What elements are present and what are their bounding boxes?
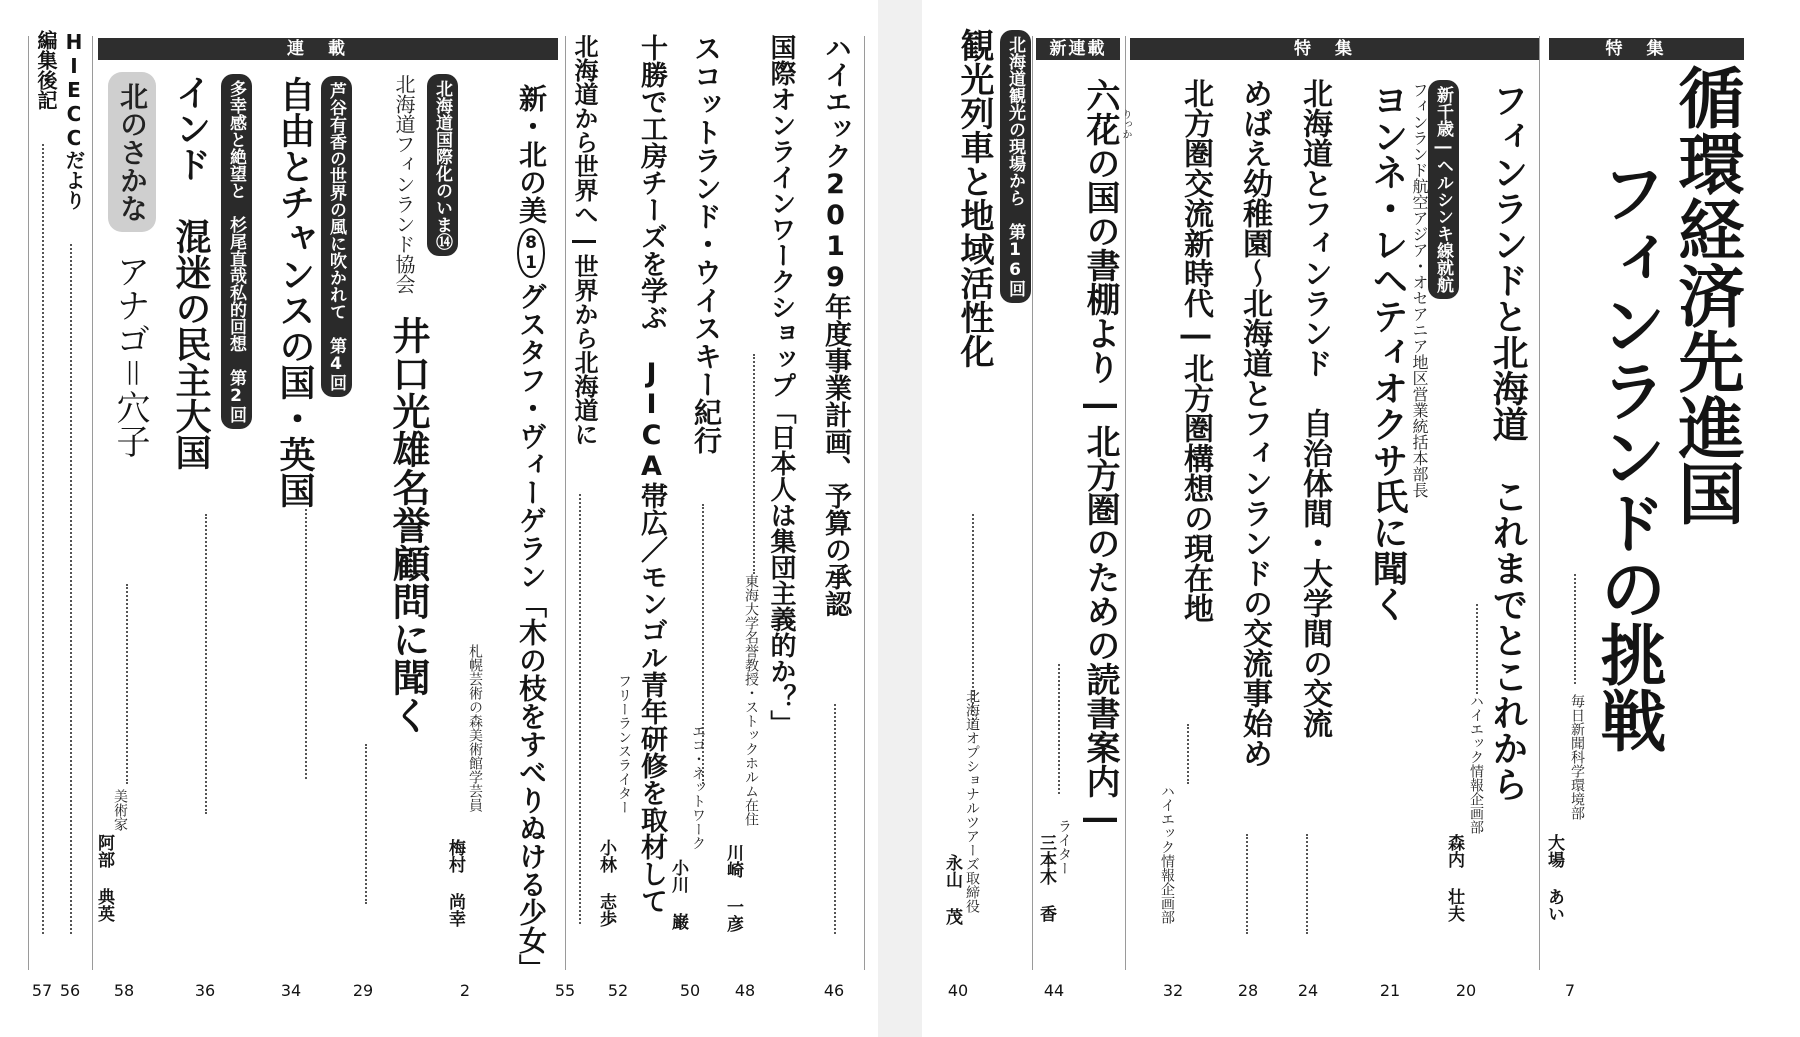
author-aff: ハイエック情報企画部 (1468, 694, 1484, 834)
title-part-b: グスタフ・ヴィーゲラン「木の枝をすべりぬける少女」 (515, 282, 548, 982)
page-number: 46 (823, 981, 845, 1000)
leader-dots (365, 744, 367, 904)
article-kita-no-sakana[interactable] (94, 64, 163, 1000)
article-title: 井口光雄名誉顧問に聞く (386, 316, 430, 734)
author-name: 森内 壮夫 (1444, 834, 1464, 922)
author-name: 小川 巌 (668, 859, 688, 930)
series-pill: 北海道観光の現場から 第16回 (1000, 30, 1031, 303)
leader-dots (834, 704, 836, 934)
article-title: 北方圏交流新時代―北方圏構想の現在地 (1178, 78, 1213, 623)
series-pill: 北のさかな (108, 72, 156, 232)
series-pill: 新千歳―ヘルシンキ線就航 (1428, 80, 1459, 299)
article-online-workshop[interactable] (723, 34, 805, 1000)
article-title: 国際オンラインワークショップ「日本人は集団主義的か？」 (766, 34, 796, 736)
author-aff: 東海大学名誉教授・ストックホルム在住 (743, 574, 759, 826)
feature-author-aff: 毎日新聞科学環境部 (1569, 694, 1585, 820)
series-pill: 多幸感と絶望と 杉尾直哉私的回想 第2回 (221, 74, 252, 429)
page-number: 48 (734, 981, 756, 1000)
page-number: 36 (194, 981, 216, 1000)
author-aff: ハイエック情報企画部 (1159, 784, 1175, 924)
page-gutter (878, 0, 922, 1037)
page-number: 50 (679, 981, 701, 1000)
author-name: 梅村 尚幸 (445, 839, 465, 927)
feature-title-line1: 循環経済先進国 (1667, 64, 1744, 526)
subtitle: 北海道フィンランド協会 (392, 74, 416, 294)
page-number: 57 (31, 981, 53, 1000)
leader-dots (1306, 834, 1308, 934)
ruby-text: りっか (1120, 109, 1131, 139)
article-title: 編集後記 (34, 30, 58, 110)
leader-dots (753, 354, 755, 574)
divider (92, 36, 93, 970)
author-aff: ライター (1056, 819, 1072, 875)
series-pill: 北海道国際化のいま⑭ (427, 74, 458, 256)
author-name: 阿部 典英 (94, 834, 114, 922)
leader-dots (205, 514, 207, 814)
title-part-a: 新・北の美 (515, 84, 548, 224)
series-pill: 芦谷有香の世界の風に吹かれて 第4回 (321, 76, 352, 397)
author-name: 三本木 香 (1036, 834, 1056, 922)
header-tokushu: 特集 (1130, 38, 1540, 60)
article-title: フィンランドと北海道 これまでとこれから (1487, 82, 1528, 802)
article-title: 自由とチャンスの国・英国 (274, 76, 315, 508)
header-shinrensai: 新連載 (1036, 38, 1120, 60)
article-ashiya-column[interactable] (265, 64, 350, 1000)
article-title: 北海道とフィンランド 自治体間・大学間の交流 (1297, 78, 1332, 738)
author-aff: 札幌芸術の森美術館学芸員 (467, 644, 483, 812)
article-jonne-interview[interactable] (1342, 64, 1453, 1000)
page-number: 34 (280, 981, 302, 1000)
article-sugio-memoir[interactable] (165, 64, 260, 1000)
article-editors-note[interactable] (30, 30, 58, 1000)
leader-dots (1187, 724, 1189, 784)
article-title: めばえ幼稚園～北海道とフィンランドの交流事始め (1237, 78, 1272, 768)
article-sightseeing-train[interactable] (932, 28, 1032, 1000)
leader-dots (1574, 574, 1576, 684)
feature-author: 大場 あい (1544, 834, 1564, 922)
page-number: 28 (1237, 981, 1259, 1000)
leader-dots (1476, 604, 1478, 694)
article-title: アナゴ＝穴子 (110, 254, 150, 458)
article-scotch-whisky[interactable] (668, 34, 730, 1000)
leader-dots (126, 584, 128, 784)
page-number: 29 (352, 981, 374, 1000)
divider (1539, 36, 1540, 970)
author-name: 川崎 一彦 (723, 844, 743, 932)
header-rensai: 連載 (98, 38, 558, 60)
page-number: 7 (1564, 981, 1576, 1000)
feature-article[interactable] (1544, 64, 1744, 1000)
article-hokkaido-world[interactable] (554, 34, 603, 1000)
divider (28, 36, 29, 970)
author-name: 小林 志歩 (596, 839, 616, 927)
subtitle: フィンランド航空アジア・オセアニア地区営業統括本部長 (1410, 82, 1429, 498)
left-page (0, 0, 878, 1000)
author-aff: 北海道オプショナルツアーズ取締役 (964, 689, 980, 913)
article-title: 六花の国の書棚より―北方圏のための読書案内― (1080, 78, 1120, 838)
article-rikka-bookshelf[interactable] (1036, 64, 1131, 1000)
article-northern-exchange[interactable] (1147, 64, 1217, 1000)
leader-dots (70, 244, 72, 934)
page-number: 56 (59, 981, 81, 1000)
article-business-plan[interactable] (808, 34, 863, 1000)
article-hokkaido-finland-exchange[interactable] (1282, 64, 1337, 1000)
article-title: ヨンネ・レヘティオクサ氏に聞く (1367, 82, 1408, 622)
page-number: 20 (1455, 981, 1477, 1000)
article-title: 十勝で工房チーズを学ぶ JICA帯広／モンゴル青年研修を取材して (636, 34, 667, 914)
article-title: インド 混迷の民主大国 (170, 74, 211, 470)
feature-title-line2: フィンランドの挑戦 (1589, 159, 1666, 753)
page-number: 32 (1162, 981, 1184, 1000)
author-aff: フリーランスライター (616, 674, 632, 814)
article-title: スコットランド・ウイスキー紀行 (690, 34, 723, 454)
page-number: 55 (554, 981, 576, 1000)
page-number: 21 (1379, 981, 1401, 1000)
page-number: 40 (947, 981, 969, 1000)
page-number: 52 (607, 981, 629, 1000)
article-hiecc-news[interactable] (58, 30, 88, 1000)
leader-dots (42, 144, 44, 934)
author-name: 永山 茂 (942, 854, 962, 925)
leader-dots (305, 509, 307, 779)
article-title: HIECCだより (62, 30, 86, 210)
divider (864, 36, 865, 970)
author-aff: 美術家 (112, 789, 128, 831)
leader-dots (1246, 834, 1248, 934)
article-title: ハイエック2019年度事業計画、予算の承認 (820, 34, 851, 617)
leader-dots (579, 494, 581, 924)
divider (1032, 36, 1033, 970)
article-internationalization[interactable] (352, 64, 465, 1000)
page-number: 2 (459, 981, 471, 1000)
article-finland-hokkaido[interactable] (1444, 64, 1532, 1000)
article-title (511, 84, 551, 982)
page-number: 24 (1297, 981, 1319, 1000)
page-number: 58 (113, 981, 135, 1000)
right-page (922, 0, 1800, 1000)
article-title: 北海道から世界へ―世界から北海道に (570, 34, 598, 446)
leader-dots (1058, 664, 1060, 794)
author-aff: エコ・ネットワーク (690, 724, 706, 850)
header-tokushu-main: 特集 (1549, 38, 1744, 60)
page-number: 44 (1043, 981, 1065, 1000)
article-mebae-kindergarten[interactable] (1222, 64, 1277, 1000)
article-title: 観光列車と地域活性化 (954, 28, 994, 368)
series-number: 81 (517, 228, 545, 278)
article-kita-no-bi[interactable] (445, 64, 555, 1000)
article-tokachi-cheese[interactable] (596, 34, 675, 1000)
